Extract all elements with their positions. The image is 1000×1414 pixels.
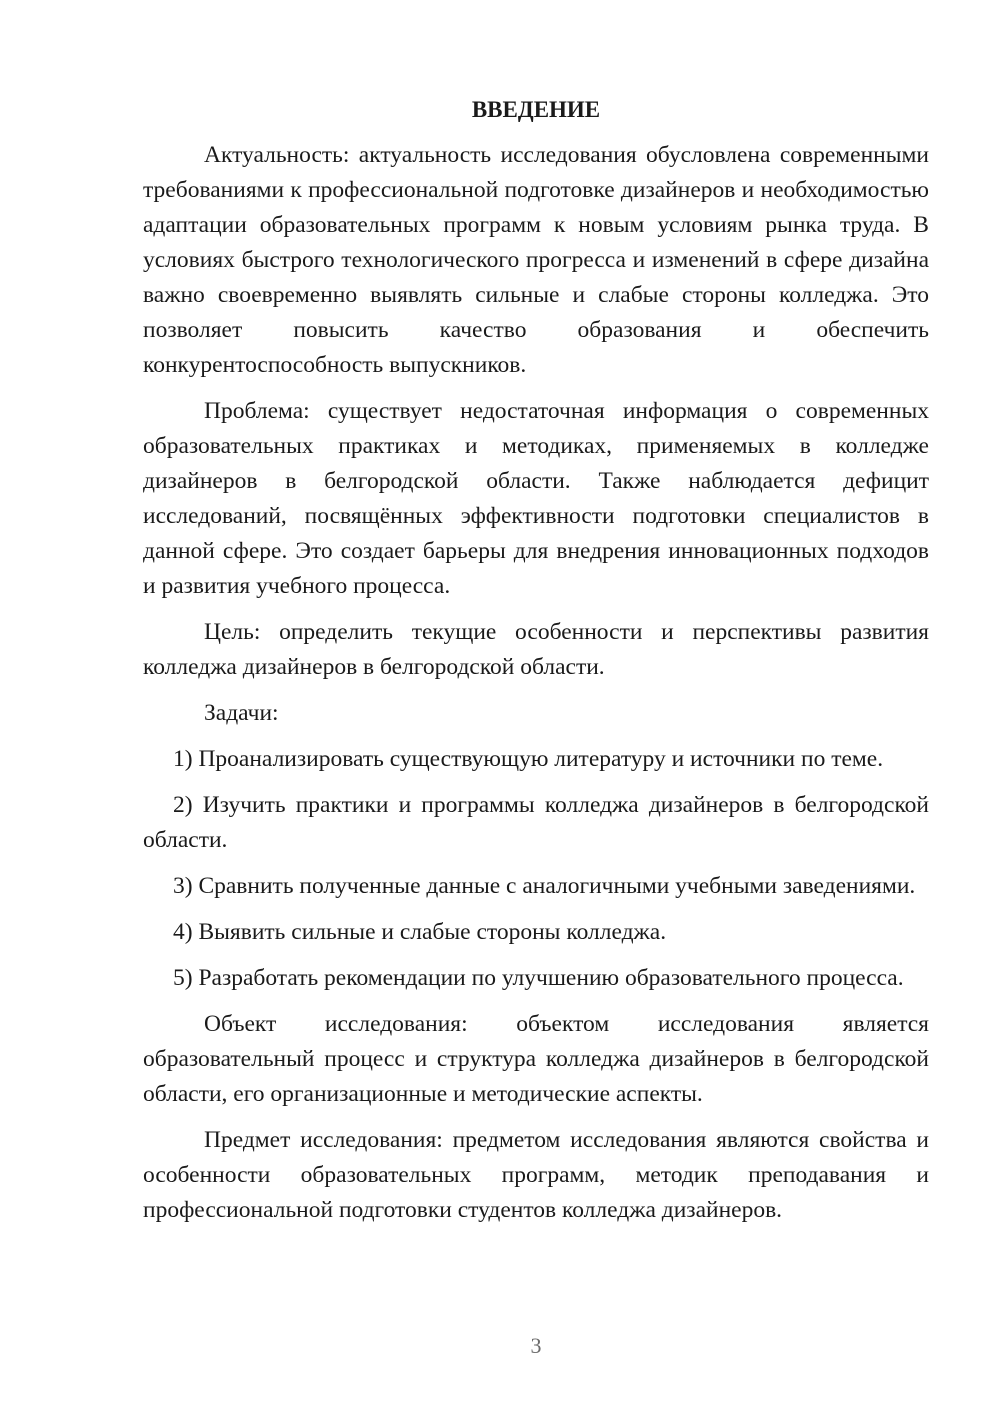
task-item-5: 5) Разработать рекомендации по улучшению образовательного процесса.	[173, 965, 904, 991]
paragraph-subject: Предмет исследования: предметом исследования являются свойства и особенности образовательных программ, методик преподавания и профессиональной подготовки студентов колледжа дизайнеров.	[143, 1127, 929, 1223]
tasks-label: Задачи:	[204, 700, 279, 726]
section-heading: ВВЕДЕНИЕ	[471, 97, 601, 122]
paragraph-problem: Проблема: существует недостаточная информация о современных образовательных практиках и методиках, применяемых в колледже дизайнеров в белгородской области. Также наблюдается дефицит исследований, посвящённых эффективности подготовки специалистов в данной сфере. Это создает барьеры для внедрения инновационных подходов и развития учебного процесса.	[143, 398, 929, 599]
page-content	[143, 92, 929, 1228]
paragraph-object: Объект исследования: объектом исследования является образовательный процесс и структура колледжа дизайнеров в белгородской области, его организационные и методические аспекты.	[143, 1011, 929, 1107]
paragraph-relevance: Актуальность: актуальность исследования обусловлена современными требованиями к профессиональной подготовке дизайнеров и необходимостью адаптации образовательных программ к новым условиям рынка труда. В условиях быстрого технологического прогресса и изменений в сфере дизайна важно своевременно выявлять сильные и слабые стороны колледжа. Это позволяет повысить качество образования и обеспечить конкурентоспособность выпускников.	[143, 142, 929, 378]
task-item-4: 4) Выявить сильные и слабые стороны колледжа.	[173, 919, 667, 945]
page-number: 3	[530, 1333, 542, 1358]
task-item-2: 2) Изучить практики и программы колледжа дизайнеров в белгородской области.	[143, 792, 929, 853]
paragraph-goal: Цель: определить текущие особенности и перспективы развития колледжа дизайнеров в белгородской области.	[143, 619, 929, 680]
task-item-1: 1) Проанализировать существующую литературу и источники по теме.	[173, 746, 884, 772]
task-item-3: 3) Сравнить полученные данные с аналогичными учебными заведениями.	[173, 873, 916, 899]
